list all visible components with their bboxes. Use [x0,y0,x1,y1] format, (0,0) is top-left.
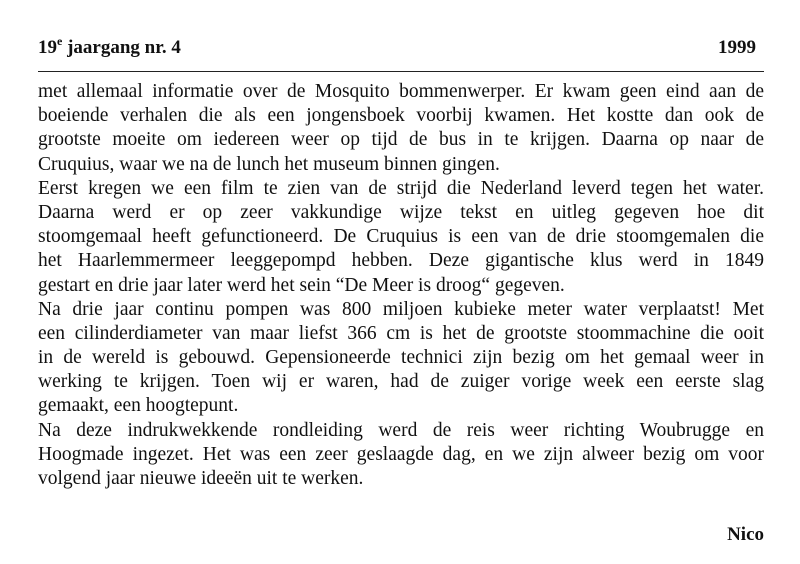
text-line: grootste moeite om iedereen weer op tijd de bus in te krijgen. Daarna op naar de [38,129,764,151]
header-divider [38,71,764,72]
issue-year: 1999 [718,37,756,58]
text-line: Cruquius, waar we na de lunch het museum binnen gingen. [38,153,500,175]
text-line: Hoogmade ingezet. Het was een zeer geslaagde dag, en we zijn alweer bezig om voor [38,443,764,465]
text-line: een cilinderdiameter van maar liefst 366 cm is het de grootste stoommachine die ooit [38,322,764,344]
issue-superscript: e [57,33,63,48]
text-line: volgend jaar nieuwe ideeën uit te werken. [38,468,364,489]
text-line: Na deze indrukwekkende rondleiding werd de reis weer richting Woubrugge en [38,419,764,441]
text-line: in de wereld is gebouwd. Gepensioneerde technici zijn bezig om het gemaal weer in [38,347,764,369]
issue-number: 19 [38,37,57,58]
article-body [38,80,764,491]
text-line: met allemaal informatie over de Mosquito bommenwerper. Er kwam geen eind aan de [38,81,764,102]
issue-text: jaargang nr. 4 [62,37,181,58]
issue-label [38,33,181,60]
text-line: werking te krijgen. Toen wij er waren, had de zuiger vorige week een eerste slag [38,371,764,393]
text-line: het Haarlemmermeer leeggepompd hebben. Deze gigantische klus werd in 1849 [38,250,764,272]
text-line: boeiende verhalen die als een jongensboek voorbij kwamen. Het kostte dan ook de [38,105,764,127]
text-line: stoomgemaal heeft gefunctioneerd. De Cruquius is een van de drie stoomgemalen die [38,226,764,248]
text-line: gestart en drie jaar later werd het sein “De Meer is droog“ gegeven. [38,274,565,296]
author-signature: Nico [727,524,764,545]
text-line: gemaakt, een hoogtepunt. [38,395,239,417]
text-line: Eerst kregen we een film te zien van de strijd die Nederland leverd tegen het water. [38,177,764,199]
text-line: Daarna werd er op zeer vakkundige wijze tekst en uitleg gegeven hoe dit [38,201,764,223]
text-line: Na drie jaar continu pompen was 800 miljoen kubieke meter water verplaatst! Met [38,298,764,320]
page-header [38,33,762,62]
